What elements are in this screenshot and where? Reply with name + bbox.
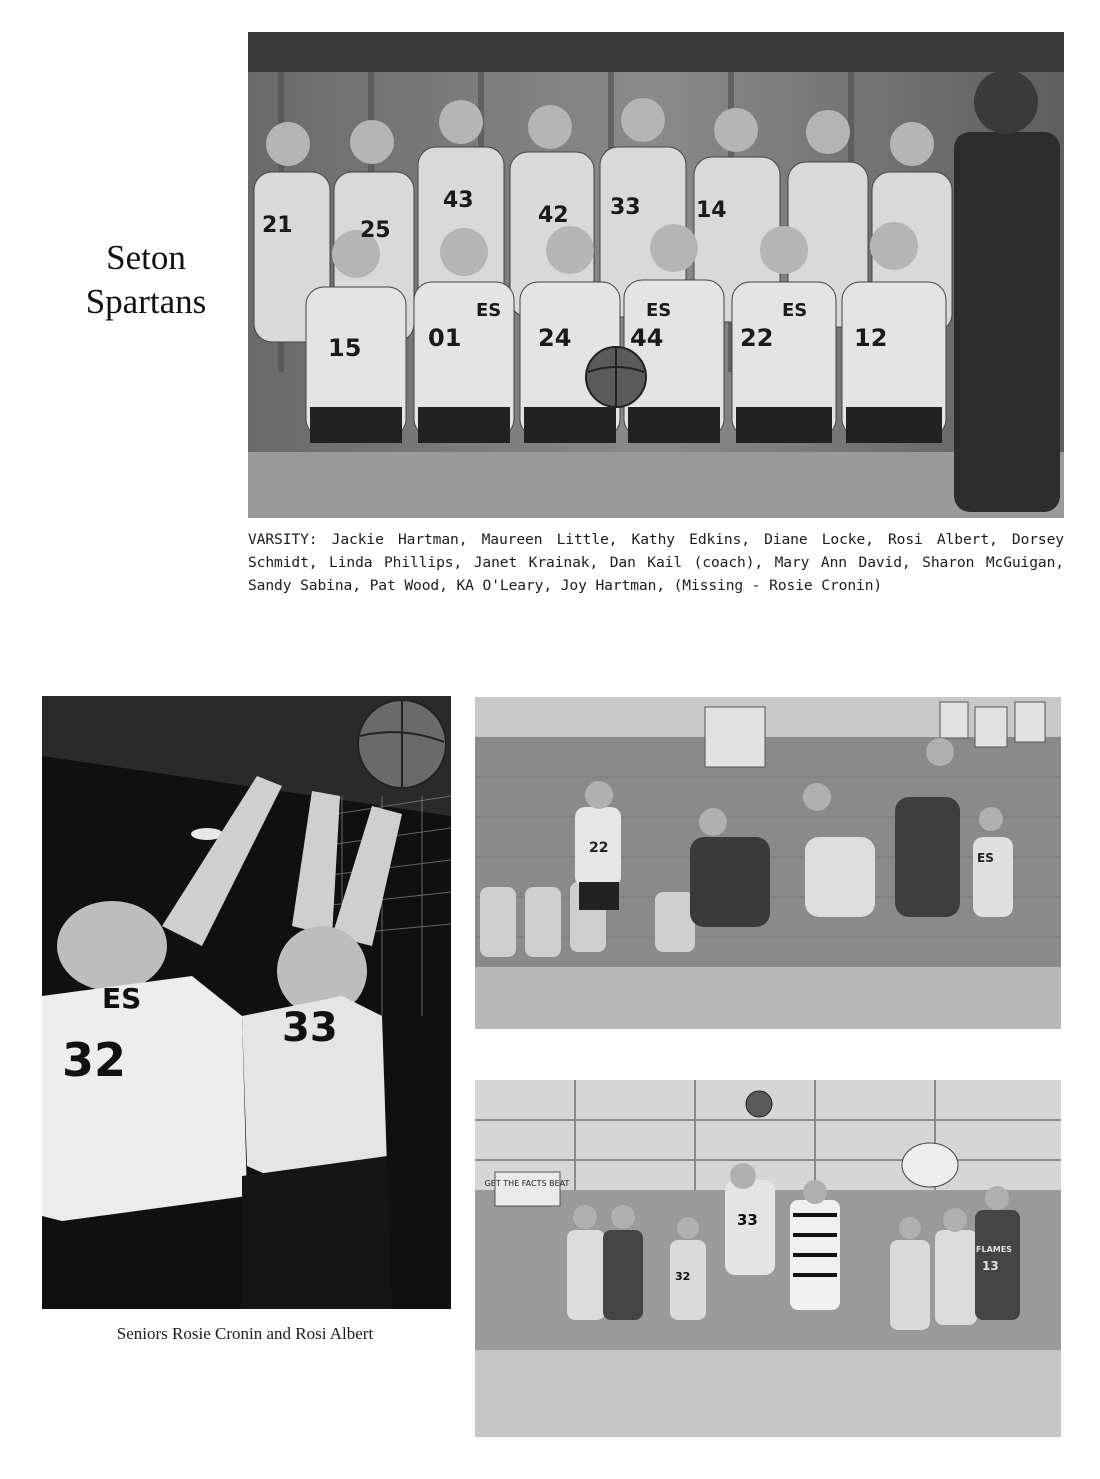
player-number: 22	[589, 840, 609, 856]
player-number: 13	[982, 1259, 999, 1273]
front-row-number: 01	[428, 324, 462, 352]
front-row-number: 22	[740, 324, 774, 352]
right-jersey-number: 33	[282, 1005, 338, 1051]
gym-banner: GET THE FACTS BEAT	[484, 1179, 570, 1188]
back-row-number: 14	[696, 198, 727, 223]
volleyball-photo	[42, 696, 451, 1309]
front-row-number: 24	[538, 324, 572, 352]
page-title	[62, 236, 230, 324]
opponent-jersey-label: FLAMES	[976, 1245, 1012, 1254]
jersey-letters: ES	[102, 982, 142, 1015]
title-line-2: Spartans	[85, 282, 207, 321]
game-photo-bottom	[475, 1080, 1061, 1437]
jersey-letters: ES	[646, 300, 672, 321]
front-row-number: 44	[630, 324, 664, 352]
back-row-number: 25	[360, 218, 391, 243]
back-row-number: 21	[262, 213, 293, 238]
jumper-number: 33	[737, 1211, 758, 1229]
game-photo-top	[475, 697, 1061, 1029]
left-jersey-number: 32	[62, 1033, 127, 1087]
jersey-letters: ES	[476, 300, 502, 321]
title-line-1: Seton	[106, 238, 186, 277]
front-row-number: 12	[854, 324, 888, 352]
back-row-number: 33	[610, 195, 641, 220]
team-photo	[248, 32, 1064, 518]
front-row-number: 15	[328, 334, 362, 362]
back-row-number: 43	[443, 188, 474, 213]
player-number: 32	[675, 1270, 691, 1283]
varsity-caption: VARSITY: Jackie Hartman, Maureen Little, Kathy Edkins, Diane Locke, Rosi Albert, Dorsey Schmidt, Linda Phillips, Janet Krainak, Dan Kail (coach), Mary Ann David, Sharon McGuigan, Sandy Sabina, Pat Wood, KA O'Leary, Joy Hartman, (Missing - Rosie Cronin)	[248, 531, 1064, 594]
seniors-caption: Seniors Rosie Cronin and Rosi Albert	[116, 1324, 374, 1343]
jersey-letters: ES	[977, 851, 994, 865]
back-row-number: 42	[538, 203, 569, 228]
jersey-letters: ES	[782, 300, 808, 321]
